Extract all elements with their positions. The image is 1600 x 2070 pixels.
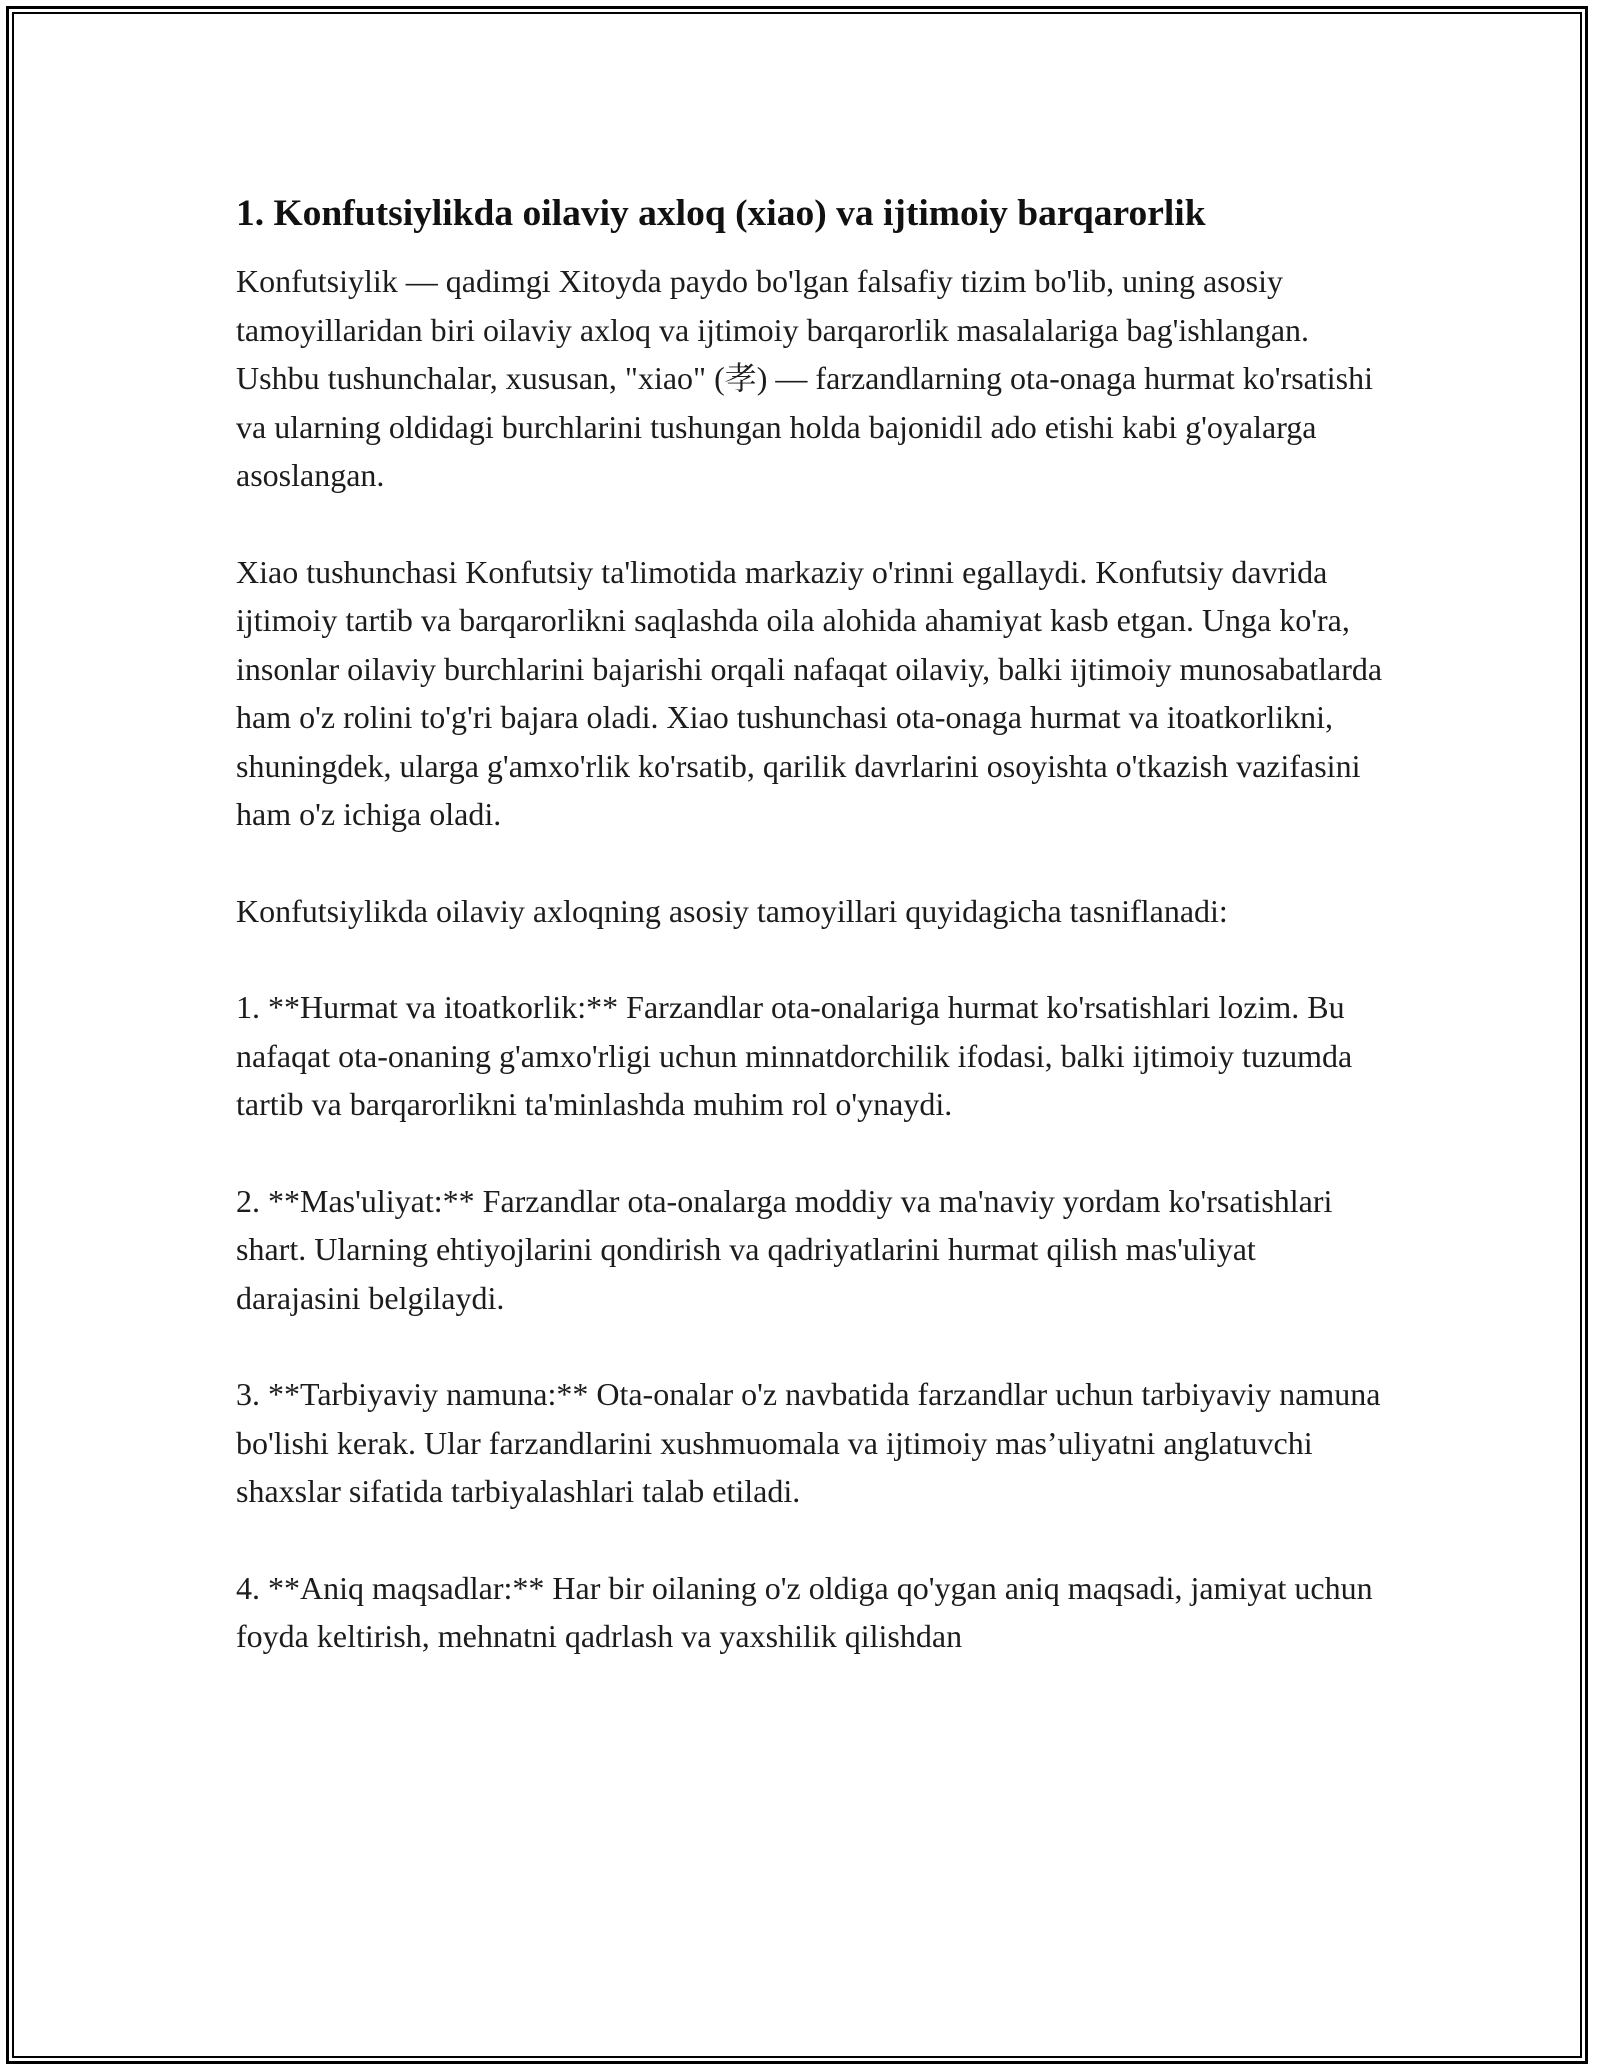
list-item-clear-goals: 4. **Aniq maqsadlar:** Har bir oilaning o'z oldiga qo'ygan aniq maqsadi, jamiyat uchun foyda keltirish, mehnatni qadrlash va yaxshilik qilishdan [236, 1569, 1373, 1654]
list-item-responsibility: 2. **Mas'uliyat:** Farzandlar ota-onalarga moddiy va ma'naviy yordam ko'rsatishlari shart. Ularning ehtiyojlarini qondirish va qadriyatlarini hurmat qilish mas'uliyat darajasini belgilaydi. [236, 1182, 1333, 1316]
list-item-respect: 1. **Hurmat va itoatkorlik:** Farzandlar ota-onalariga hurmat ko'rsatishlari lozim. Bu nafaqat ota-onaning g'amxo'rligi uchun minnatdorchilik ifodasi, balki ijtimoiy tuzumda tartib va barqarorlikni ta'minlashda muhim rol o'ynaydi. [236, 989, 1353, 1122]
document-body [236, 186, 1386, 1709]
paragraph-principles-intro: Konfutsiylikda oilaviy axloqning asosiy tamoyillari quyidagicha tasniflanadi: [236, 892, 1228, 929]
paragraph-xiao: Xiao tushunchasi Konfutsiy ta'limotida markaziy o'rinni egallaydi. Konfutsiy davrida ijtimoiy tartib va barqarorlikni saqlashda oila alohida ahamiyat kasb etgan. Unga ko'ra, insonlar oilaviy burchlarini bajarishi orqali nafaqat oilaviy, balki ijtimoiy munosabatlarda ham o'z rolini to'g'ri bajara oladi. Xiao tushunchasi ota-onaga hurmat va itoatkorlikni, shuningdek, ularga g'amxo'rlik ko'rsatib, qarilik davrlarini osoyishta o'tkazish vazifasini ham o'z ichiga oladi. [236, 553, 1383, 832]
list-item-role-model: 3. **Tarbiyaviy namuna:** Ota-onalar o'z navbatida farzandlar uchun tarbiyaviy namuna bo'lishi kerak. Ular farzandlarini xushmuomala va ijtimoiy mas’uliyatni anglatuvchi shaxslar sifatida tarbiyalashlari talab etiladi. [236, 1376, 1381, 1509]
section-title: 1. Konfutsiylikda oilaviy axloq (xiao) va ijtimoiy barqarorlik [236, 193, 1206, 234]
paragraph-intro: Konfutsiylik — qadimgi Xitoyda paydo bo'lgan falsafiy tizim bo'lib, uning asosiy tamoyillaridan biri oilaviy axloq va ijtimoiy barqarorlik masalalariga bag'ishlangan. Ushbu tushunchalar, xususan, "xiao" (孝) — farzandlarning ota-onaga hurmat ko'rsatishi va ularning oldidagi burchlarini tushungan holda bajonidil ado etishi kabi g'oyalarga asoslangan. [236, 263, 1373, 493]
